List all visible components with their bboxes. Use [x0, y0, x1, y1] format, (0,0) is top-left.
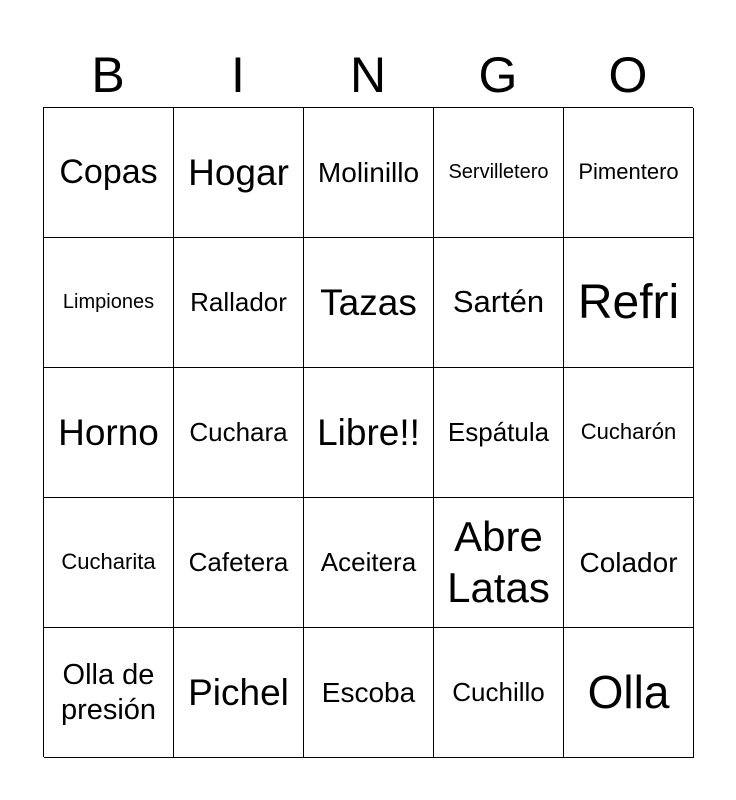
header-letter-n: N	[349, 47, 387, 103]
bingo-cell[interactable]: Olla	[564, 628, 694, 758]
bingo-cell[interactable]: Cuchara	[174, 368, 304, 498]
bingo-cell[interactable]: Pichel	[174, 628, 304, 758]
bingo-cell[interactable]: Escoba	[304, 628, 434, 758]
bingo-cell[interactable]: Cucharita	[44, 498, 174, 628]
bingo-cell[interactable]: Cucharón	[564, 368, 694, 498]
header-letter-b: B	[91, 47, 125, 103]
bingo-cell[interactable]: Sartén	[434, 238, 564, 368]
bingo-cell[interactable]: Servilletero	[434, 108, 564, 238]
bingo-cell[interactable]: Aceitera	[304, 498, 434, 628]
free-space-cell[interactable]: Libre!!	[304, 368, 434, 498]
bingo-cell[interactable]: Molinillo	[304, 108, 434, 238]
bingo-cell[interactable]: Limpiones	[44, 238, 174, 368]
header-letter-g: G	[478, 47, 518, 103]
bingo-cell[interactable]: Tazas	[304, 238, 434, 368]
bingo-cell[interactable]: Pimentero	[564, 108, 694, 238]
bingo-cell[interactable]: Hogar	[174, 108, 304, 238]
bingo-cell[interactable]: Copas	[44, 108, 174, 238]
bingo-cell[interactable]: Cuchillo	[434, 628, 564, 758]
bingo-cell[interactable]: Colador	[564, 498, 694, 628]
bingo-cell[interactable]: Abre Latas	[434, 498, 564, 628]
header-letter-i: I	[231, 47, 245, 103]
bingo-cell[interactable]: Horno	[44, 368, 174, 498]
bingo-header	[43, 44, 693, 106]
bingo-cell[interactable]: Refri	[564, 238, 694, 368]
bingo-cell[interactable]: Cafetera	[174, 498, 304, 628]
bingo-cell[interactable]: Rallador	[174, 238, 304, 368]
bingo-board	[43, 107, 693, 757]
bingo-cell[interactable]: Espátula	[434, 368, 564, 498]
header-letter-o: O	[608, 47, 648, 103]
bingo-cell[interactable]: Olla de presión	[44, 628, 174, 758]
